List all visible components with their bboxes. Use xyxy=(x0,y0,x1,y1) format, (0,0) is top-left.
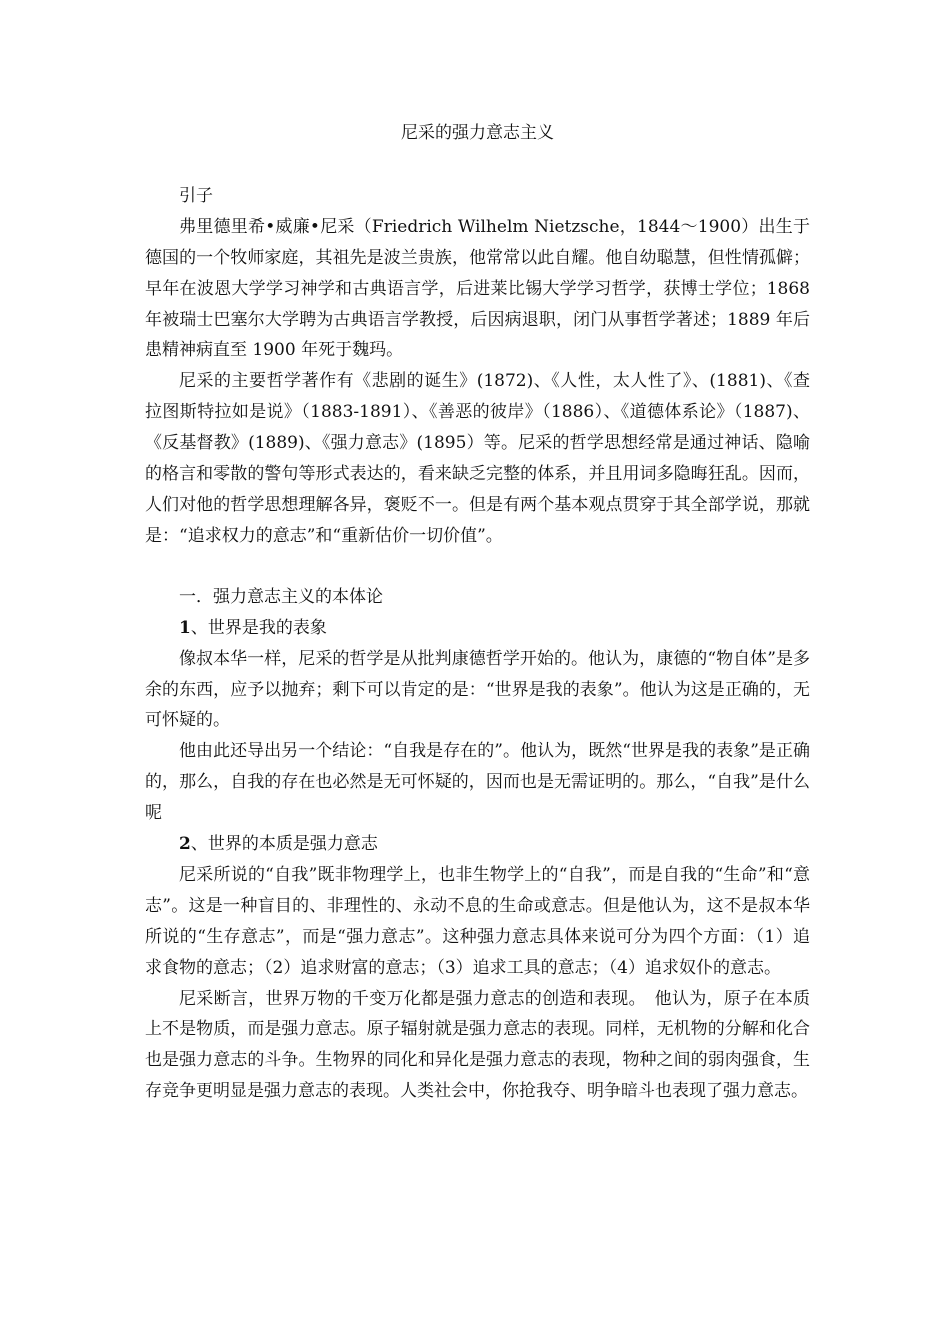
document-title: 尼采的强力意志主义 xyxy=(401,123,554,143)
subsection-number: 2 xyxy=(179,834,191,855)
subsection-label: 、世界的本质是强力意志 xyxy=(190,834,378,855)
subsection-2-paragraph: 尼采断言，世界万物的千变万化都是强力意志的创造和表现。 他认为，原子在本质上不是物质，而是强力意志。原子辐射就是强力意志的表现。同样，无机物的分解和化合也是强力意志的斗争。生物界的同化和异化是强力意志的表现，物种之间的弱肉强食，生存竞争更明显是强力意志的表现。人类社会中，你抢我夺、明争暗斗也表现了强力意志。 xyxy=(145,988,810,1102)
intro-paragraph-biography: 弗里德里希•威廉•尼采（Friedrich Wilhelm Nietzsche，1844～1900）出生于德国的一个牧师家庭，其祖先是波兰贵族，他常常以此自耀。他自幼聪慧，但性情孤僻；早年在波恩大学学习神学和古典语言学，后进莱比锡大学学习哲学，获博士学位；1868 年被瑞士巴塞尔大学聘为古典语言学教授，后因病退职，闭门从事哲学著述；1889 年后患精神病直至 1900 年死于魏玛。 xyxy=(145,216,810,361)
subsection-1-paragraph: 像叔本华一样，尼采的哲学是从批判康德哲学开始的。他认为，康德的“物自体”是多余的东西，应予以抛弃；剩下可以肯定的是：“世界是我的表象”。他认为这是正确的，无可怀疑的。 xyxy=(145,648,810,731)
subsection-heading-2 xyxy=(145,829,810,860)
section-heading-ontology: 一．强力意志主义的本体论 xyxy=(179,586,383,607)
intro-heading: 引子 xyxy=(179,185,213,206)
subsection-2-paragraph: 尼采所说的“自我”既非物理学上，也非生物学上的“自我”，而是自我的“生命”和“意志”。这是一种盲目的、非理性的、永动不息的生命或意志。但是他认为，这不是叔本华所说的“生存意志”，而是“强力意志”。这种强力意志具体来说可分为四个方面：（1）追求食物的意志；（2）追求财富的意志；（3）追求工具的意志；（4）追求奴仆的意志。 xyxy=(145,864,810,978)
subsection-number: 1 xyxy=(179,617,191,638)
subsection-1-paragraph: 他由此还导出另一个结论：“自我是存在的”。他认为，既然“世界是我的表象”是正确的，那么，自我的存在也必然是无可怀疑的，因而也是无需证明的。那么，“自我”是什么呢 xyxy=(145,741,810,824)
document-page xyxy=(145,118,810,1107)
section-spacer xyxy=(145,552,810,582)
intro-paragraph-works: 尼采的主要哲学著作有《悲剧的诞生》(1872)、《人性，太人性了》、(1881)、《查拉图斯特拉如是说》（1883-1891）、《善恶的彼岸》（1886）、《道德体系论》（1887)、《反基督教》(1889)、《强力意志》(1895）等。尼采的哲学思想经常是通过神话、隐喻的格言和零散的警句等形式表达的，看来缺乏完整的体系，并且用词多隐晦狂乱。因而，人们对他的哲学思想理解各异，褒贬不一。但是有两个基本观点贯穿于其全部学说，那就是：“追求权力的意志”和“重新估价一切价值”。 xyxy=(145,371,810,546)
subsection-label: 、世界是我的表象 xyxy=(190,617,327,638)
subsection-heading-1 xyxy=(145,613,810,644)
